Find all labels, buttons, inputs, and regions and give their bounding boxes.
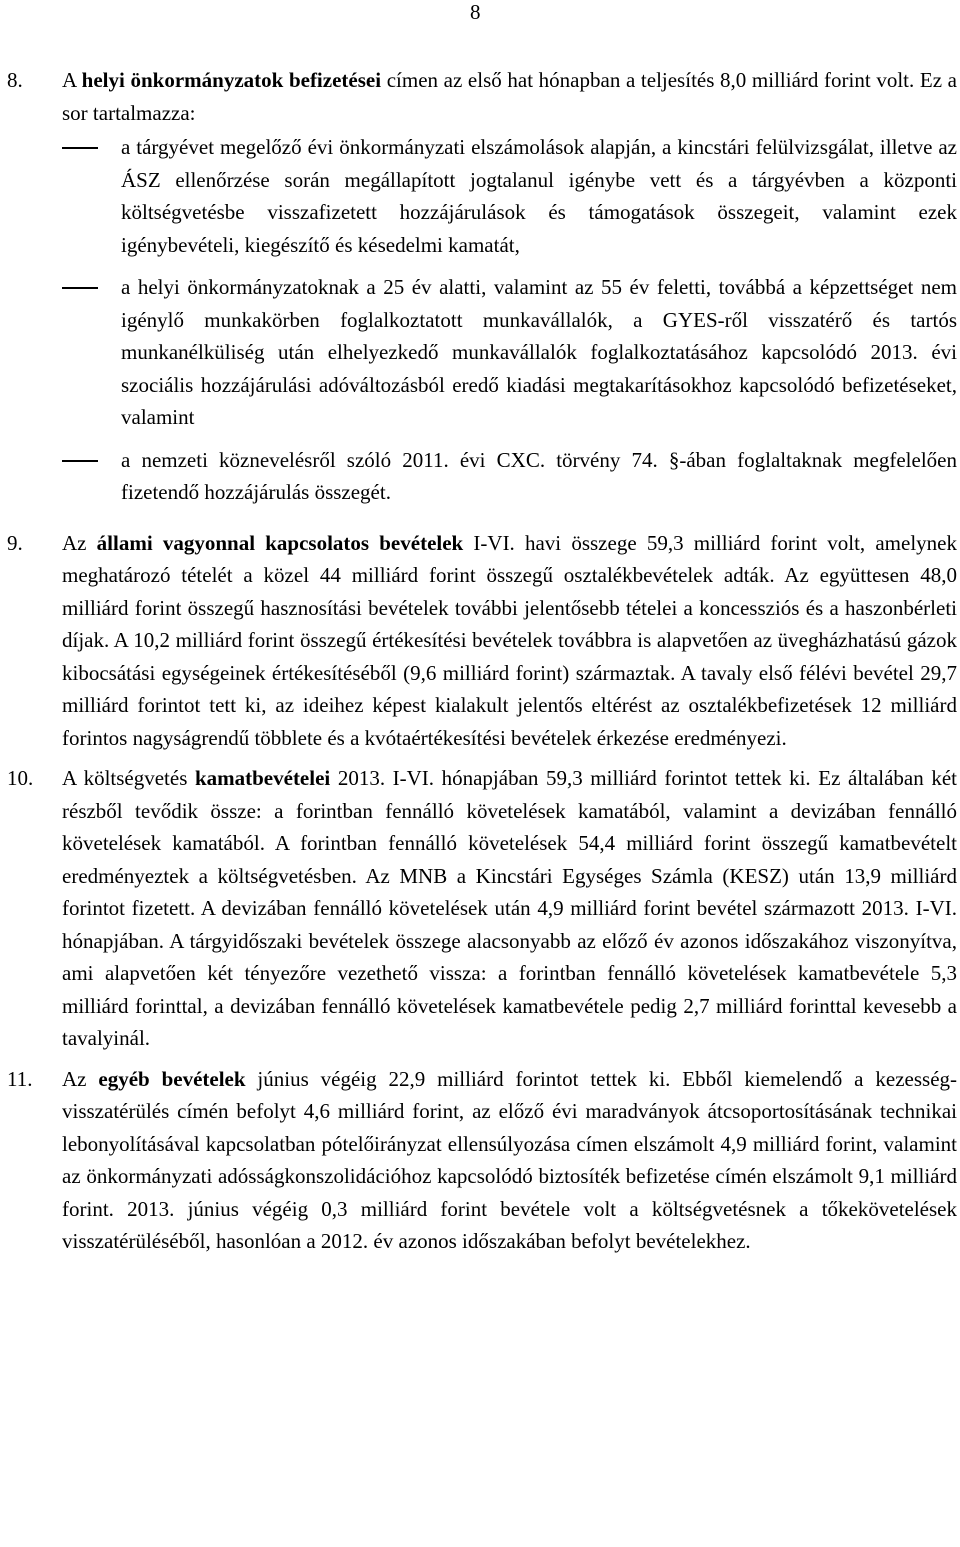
bold-term: helyi önkormányzatok befizetései bbox=[81, 68, 382, 92]
dash-bullet-icon bbox=[62, 147, 98, 149]
text-run: Az bbox=[62, 1066, 99, 1091]
item-8 bbox=[7, 64, 957, 519]
item-intro bbox=[62, 64, 957, 129]
bullet-list bbox=[62, 131, 957, 509]
item-text bbox=[62, 1063, 957, 1258]
text-run: A költségvetés bbox=[62, 766, 195, 790]
text-run: A bbox=[62, 68, 82, 92]
text-run: június végéig 22,9 milliárd forintot tettek ki. Ebből kiemelendő a kezesség-visszatérülés címén befolyt 4,6 milliárd forint, az előző évi maradványok átcsoportosításának technikai lebonyolításával kapcsolatban pótelőirányzat ellensúlyozása címen elszámolt 4,9 milliárd forint, valamint az önkormányzati adósságkonszolidációhoz kapcsolódó biztosíték befizetése címén elszámolt 9,1 milliárd forint. 2013. június végéig 0,3 milliárd forint bevétele volt a költségvetésnek a tőkekövetelések visszatérüléséből, hasonlóan a 2012. év azonos időszakában befolyt bevételekhez. bbox=[62, 1066, 958, 1253]
page-number: 8 bbox=[470, 0, 481, 24]
document-body bbox=[7, 64, 957, 1266]
text-run: I-VI. havi összege 59,3 milliárd forint volt, amelynek meghatározó tételét a közel 44 milliárd forint összegű osztalékbevételek adták. Az együttesen 48,0 milliárd forint összegű hasznosítási bevételek további jelentősebb tételei a koncessziós és a haszonbérleti díjak. A 10,2 milliárd forint összegű értékesítési bevételek továbbra is alapvetően az üvegházhatású gázok kibocsátási egységeinek értékesítéséből (9,6 milliárd forint) származtak. A tavaly első félévi bevétel 29,7 milliárd forintot tett ki, az ideihez képest kialakult jelentős eltérést az osztalékbefizetések 12 milliárd forintos nagyságrendű többlete és a kvótaértékesítési bevételek érkezése eredményezi. bbox=[62, 530, 957, 750]
text-run: Az bbox=[62, 530, 97, 555]
item-text bbox=[62, 64, 957, 519]
bold-term: állami vagyonnal kapcsolatos bevételek bbox=[96, 530, 464, 555]
bullet-item bbox=[62, 444, 957, 509]
item-number: 10. bbox=[7, 766, 34, 790]
item-9 bbox=[7, 527, 957, 755]
dash-bullet-icon bbox=[62, 460, 98, 462]
bold-term: kamatbevételei bbox=[194, 766, 331, 790]
item-text bbox=[62, 527, 957, 755]
item-number: 9. bbox=[7, 530, 23, 555]
item-10 bbox=[7, 762, 957, 1055]
item-11 bbox=[7, 1063, 957, 1258]
bullet-text: a tárgyévet megelőző évi önkormányzati elszámolások alapján, a kincstári felülvizsgálat, illetve az ÁSZ ellenőrzése során megállapított jogtalanul igénybe vett és a tárgyévben a központi költségvetésbe visszafizetett hozzájárulások és támogatások összegeit, valamint ezek igénybevételi, kiegészítő és késedelmi kamatát, bbox=[121, 135, 957, 257]
item-number: 11. bbox=[7, 1066, 33, 1091]
item-number: 8. bbox=[7, 68, 23, 92]
bullet-item bbox=[62, 271, 957, 434]
bullet-text: a helyi önkormányzatoknak a 25 év alatti, valamint az 55 év feletti, továbbá a képzettséget nem igénylő munkakörben foglalkoztatott munkavállalók, a GYES-ről visszatérő és tartós munkanélküliség után elhelyezkedő munkavállalók foglalkoztatásához kapcsolódó 2013. évi szociális hozzájárulási adóváltozásból eredő kiadási megtakarításokhoz kapcsolódó befizetéseket, valamint bbox=[121, 275, 957, 429]
text-run: címen az első hat hónapban a teljesítés 8,0 milliárd forint volt. Ez a sor tartalmazza: bbox=[62, 68, 957, 125]
bullet-text: a nemzeti köznevelésről szóló 2011. évi CXC. törvény 74. §-ában foglaltaknak megfelelően fizetendő hozzájárulás összegét. bbox=[121, 447, 957, 504]
dash-bullet-icon bbox=[62, 287, 98, 289]
bold-term: egyéb bevételek bbox=[98, 1066, 246, 1091]
bullet-item bbox=[62, 131, 957, 261]
text-run: 2013. I-VI. hónapjában 59,3 milliárd forintot tettek ki. Ez általában két részből tevődik össze: a forintban fennálló követelések kamatából, valamint a devizában fennálló követelések kamatából. A forintban fennálló követelések 54,4 milliárd forint összegű kamatbevételt eredményeztek a költségvetésben. Az MNB a Kincstári Egységes Számla (KESZ) után 13,9 milliárd forintot fizetett. A devizában fennálló követelések után 4,9 milliárd forint bevétel származott 2013. I-VI. hónapjában. A tárgyidőszaki bevételek összege alacsonyabb az előző év azonos időszakához viszonyítva, ami alapvetően két tényezőre vezethető vissza: a forintban fennálló követelések kamatbevétele 5,3 milliárd forinttal, a devizában fennálló követelések kamatbevétele pedig 2,7 milliárd forinttal kevesebb a tavalyinál. bbox=[62, 766, 957, 1050]
item-text bbox=[62, 762, 957, 1055]
